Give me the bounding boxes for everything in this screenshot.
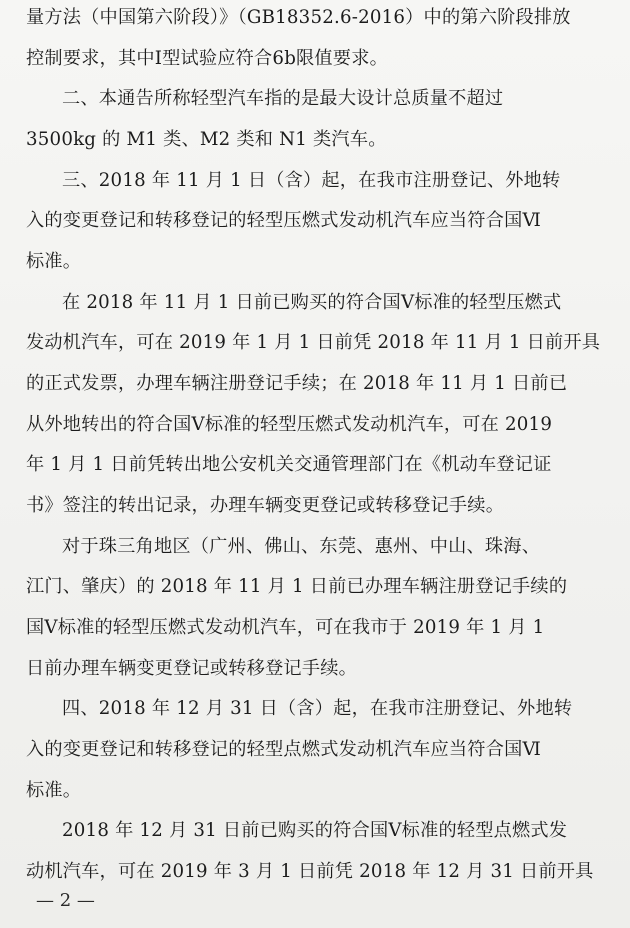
text-line: 控制要求，其中Ⅰ型试验应符合6b限值要求。 xyxy=(26,48,388,69)
text-line: 的正式发票，办理车辆注册登记手续；在 2018 年 11 月 1 日前已 xyxy=(26,373,568,394)
text-line: 3500kg 的 M1 类、M2 类和 N1 类汽车。 xyxy=(26,129,387,150)
text-line: 2018 年 12 月 31 日前已购买的符合国Ⅴ标准的轻型点燃式发 xyxy=(62,820,568,841)
text-line: 标准。 xyxy=(26,251,82,272)
text-line: 江门、肇庆）的 2018 年 11 月 1 日前已办理车辆注册登记手续的 xyxy=(26,576,568,597)
text-line: 书》签注的转出记录，办理车辆变更登记或转移登记手续。 xyxy=(26,495,505,516)
text-line: 二、本通告所称轻型汽车指的是最大设计总质量不超过 xyxy=(62,88,504,109)
text-line: 从外地转出的符合国Ⅴ标准的轻型压燃式发动机汽车，可在 2019 xyxy=(26,414,553,435)
page-number: — 2 — xyxy=(36,890,95,911)
text-line: 日前办理车辆变更登记或转移登记手续。 xyxy=(26,658,357,679)
text-line: 发动机汽车，可在 2019 年 1 月 1 日前凭 2018 年 11 月 1 日前开具 xyxy=(26,332,601,353)
text-line: 在 2018 年 11 月 1 日前已购买的符合国Ⅴ标准的轻型压燃式 xyxy=(62,292,562,313)
text-line: 标准。 xyxy=(26,780,82,801)
text-line: 动机汽车，可在 2019 年 3 月 1 日前凭 2018 年 12 月 31 日前开具 xyxy=(26,861,594,882)
text-line: 入的变更登记和转移登记的轻型点燃式发动机汽车应当符合国Ⅵ xyxy=(26,739,541,760)
text-line: 对于珠三角地区（广州、佛山、东莞、惠州、中山、珠海、 xyxy=(62,536,541,557)
text-line: 国Ⅴ标准的轻型压燃式发动机汽车，可在我市于 2019 年 1 月 1 xyxy=(26,617,545,638)
text-line: 年 1 月 1 日前凭转出地公安机关交通管理部门在《机动车登记证 xyxy=(26,454,552,475)
text-line: 四、2018 年 12 月 31 日（含）起，在我市注册登记、外地转 xyxy=(62,698,573,719)
text-line: 量方法（中国第六阶段）》（GB18352.6-2016）中的第六阶段排放 xyxy=(26,7,571,28)
text-line: 三、2018 年 11 月 1 日（含）起，在我市注册登记、外地转 xyxy=(62,170,561,191)
text-line: 入的变更登记和转移登记的轻型压燃式发动机汽车应当符合国Ⅵ xyxy=(26,210,541,231)
